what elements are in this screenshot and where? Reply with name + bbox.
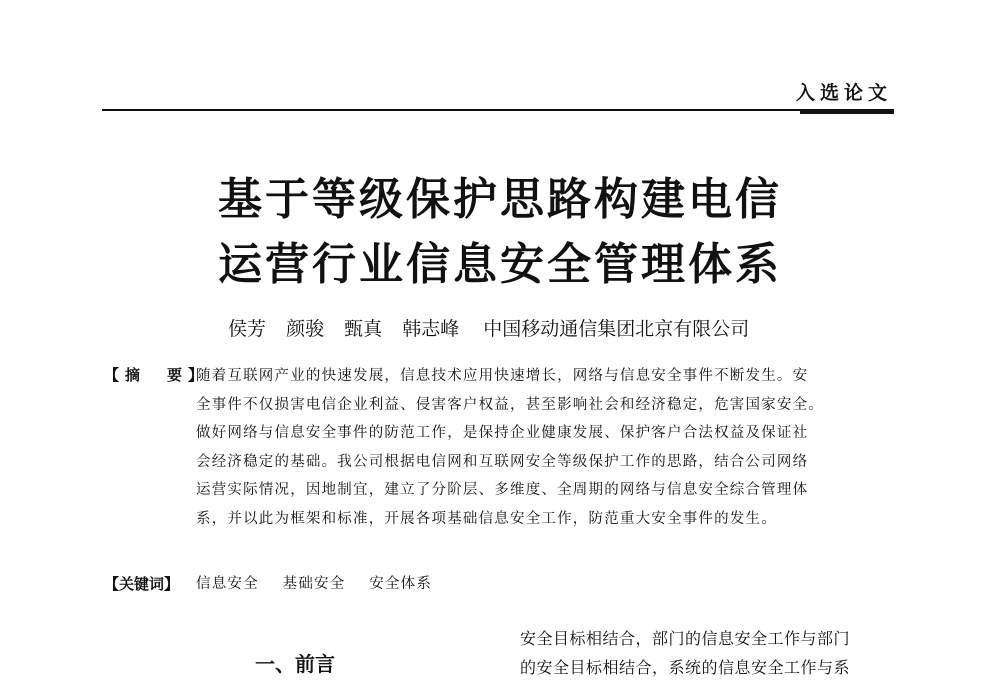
section-heading: 一、前言 [255, 652, 335, 676]
keyword: 安全体系 [369, 576, 433, 592]
title-line-1: 基于等级保护思路构建电信 [218, 174, 782, 225]
header-rule [102, 109, 894, 111]
abstract-body [196, 362, 896, 533]
author-name: 侯芳 [228, 318, 267, 340]
abstract-line: 做好网络与信息安全事件的防范工作，是保持企业健康发展、保护客户合法权益及保证社 [196, 425, 809, 441]
keywords-label: 【关键词】 [104, 575, 180, 593]
abstract-line: 系，并以此为框架和标准，开展各项基础信息安全工作，防范重大安全事件的发生。 [196, 510, 777, 527]
abstract-line: 会经济稳定的基础。我公司根据电信网和互联网安全等级保护工作的思路，结合公司网络 [196, 453, 809, 470]
abstract-line: 运营实际情况，因地制宜，建立了分阶层、多维度、全周期的网络与信息安全综合管理体 [196, 482, 809, 498]
author-affiliation: 中国移动通信集团北京有限公司 [483, 318, 750, 340]
header-rule-accent [800, 111, 894, 114]
body-line: 安全目标相结合，部门的信息安全工作与部门 [520, 629, 851, 648]
abstract-label: 【摘 要】 [104, 366, 210, 384]
keywords-list [196, 572, 450, 593]
keyword: 基础安全 [282, 576, 346, 592]
abstract-line: 全事件不仅损害电信企业利益、侵害客户权益，甚至影响社会和经济稳定，危害国家安全。 [196, 396, 824, 413]
author-name: 颜骏 [286, 318, 325, 340]
keyword: 信息安全 [196, 576, 259, 592]
body-text-column [520, 624, 900, 682]
author-line [228, 314, 749, 341]
author-name: 甄真 [344, 318, 383, 340]
section-tag: 入选论文 [795, 82, 892, 104]
abstract-line: 随着互联网产业的快速发展，信息技术应用快速增长，网络与信息安全事件不断发生。安 [196, 368, 809, 384]
body-line: 的安全目标相结合，系统的信息安全工作与系 [520, 658, 851, 677]
author-name: 韩志峰 [402, 318, 460, 340]
title-line-2: 运营行业信息安全管理体系 [218, 239, 782, 290]
